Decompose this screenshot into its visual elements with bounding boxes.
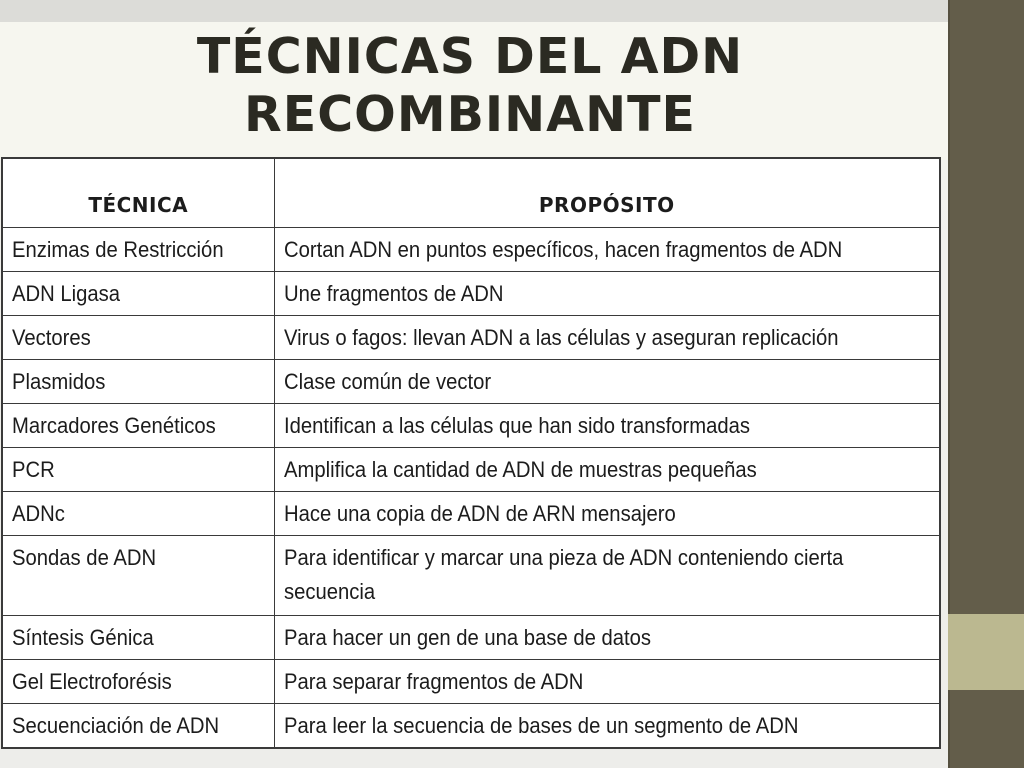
cell-tecnica-text: ADNc (12, 500, 65, 526)
cell-tecnica-text: Vectores (12, 324, 91, 350)
cell-proposito (274, 491, 939, 535)
slide-title-line-1: TÉCNICAS DEL ADN (196, 28, 744, 85)
cell-proposito-text: Amplifica la cantidad de ADN de muestras pequeñas (283, 456, 757, 482)
cell-tecnica-text: Plasmidos (12, 368, 106, 394)
cell-tecnica (3, 227, 274, 271)
table-row (3, 359, 939, 403)
cell-tecnica-text: Marcadores Genéticos (12, 412, 216, 438)
cell-tecnica (3, 359, 274, 403)
cell-proposito (274, 315, 939, 359)
cell-proposito (274, 659, 939, 703)
cell-tecnica-text: Síntesis Génica (12, 624, 154, 650)
cell-tecnica (3, 403, 274, 447)
cell-tecnica (3, 491, 274, 535)
column-header-tecnica: TÉCNICA (3, 159, 274, 227)
cell-tecnica-text: PCR (12, 456, 55, 482)
cell-tecnica-text: ADN Ligasa (12, 280, 121, 306)
cell-proposito (274, 359, 939, 403)
cell-proposito (274, 227, 939, 271)
cell-proposito-text: Clase común de vector (283, 368, 491, 394)
cell-tecnica-text: Sondas de ADN (12, 544, 157, 570)
table-row (3, 659, 939, 703)
cell-proposito (274, 271, 939, 315)
cell-tecnica (3, 703, 274, 747)
table-row (3, 271, 939, 315)
techniques-table (3, 159, 939, 747)
slide-title (0, 28, 940, 144)
cell-tecnica-text: Gel Electroforésis (12, 668, 172, 694)
cell-proposito-text: Para leer la secuencia de bases de un segmento de ADN (283, 712, 798, 738)
column-header-proposito: PROPÓSITO (274, 159, 939, 227)
sidebar-accent-block (948, 614, 1024, 690)
table-row (3, 403, 939, 447)
cell-tecnica (3, 271, 274, 315)
cell-tecnica (3, 315, 274, 359)
table-row (3, 227, 939, 271)
cell-tecnica (3, 659, 274, 703)
cell-proposito (274, 447, 939, 491)
cell-proposito (274, 403, 939, 447)
cell-tecnica-text: Secuenciación de ADN (12, 712, 220, 738)
cell-proposito-text: Para separar fragmentos de ADN (283, 668, 583, 694)
table-row (3, 491, 939, 535)
cell-proposito (274, 615, 939, 659)
table-row (3, 703, 939, 747)
cell-tecnica-text: Enzimas de Restricción (12, 236, 224, 262)
cell-proposito-text: Identifican a las células que han sido transformadas (283, 412, 750, 438)
cell-proposito-text: Para identificar y marcar una pieza de ADN conteniendo cierta secuencia (283, 544, 843, 604)
cell-proposito-text: Virus o fagos: llevan ADN a las células y aseguran replicación (283, 324, 839, 350)
table-row (3, 447, 939, 491)
table-header-row (3, 159, 939, 227)
cell-tecnica (3, 615, 274, 659)
cell-tecnica (3, 447, 274, 491)
cell-proposito (274, 703, 939, 747)
slide-title-line-2: RECOMBINANTE (244, 86, 696, 143)
table-row (3, 315, 939, 359)
table-row (3, 615, 939, 659)
cell-tecnica (3, 535, 274, 615)
table-row (3, 535, 939, 615)
cell-proposito (274, 535, 939, 615)
slide-top-strip (0, 0, 948, 22)
cell-proposito-text: Para hacer un gen de una base de datos (283, 624, 651, 650)
techniques-table-container (1, 157, 941, 749)
cell-proposito-text: Une fragmentos de ADN (283, 280, 503, 306)
cell-proposito-text: Cortan ADN en puntos específicos, hacen fragmentos de ADN (283, 236, 842, 262)
cell-proposito-text: Hace una copia de ADN de ARN mensajero (283, 500, 676, 526)
